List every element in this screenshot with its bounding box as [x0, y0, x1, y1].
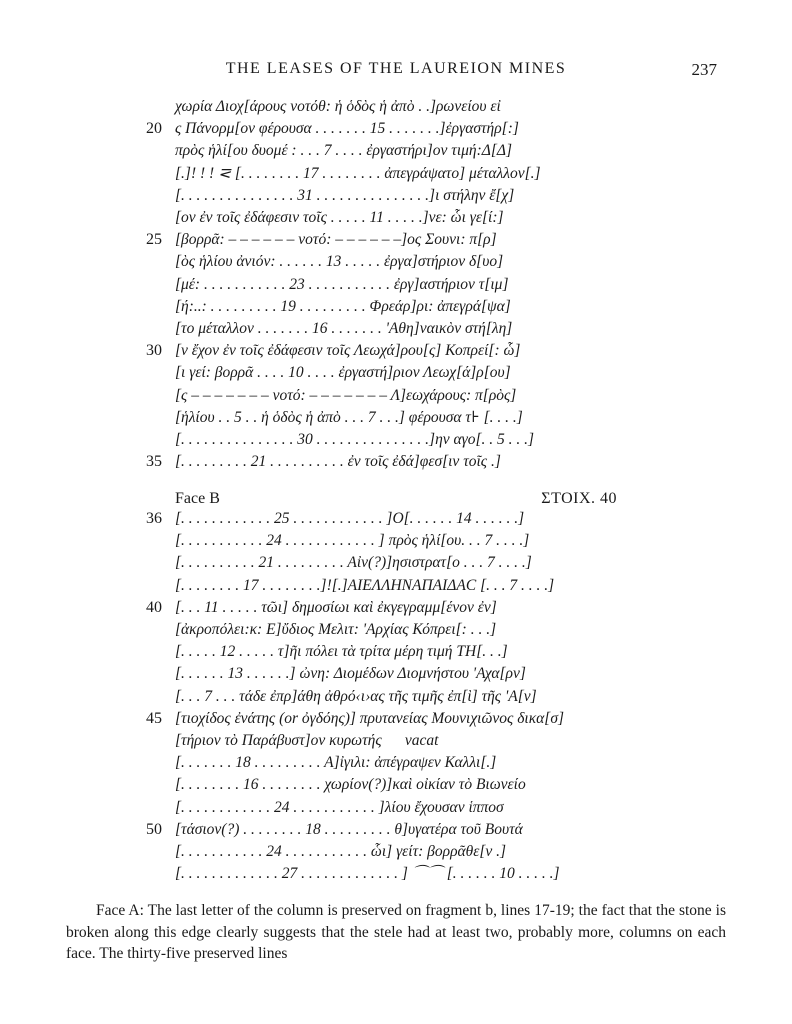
line-text: [. . . . . . . . 16 . . . . . . . . χωρίον(?)]καὶ οἰκίαν τὸ Βιωνείο: [175, 776, 526, 794]
line-text: [. . . . . . . . . . . . 24 . . . . . . . . . . . ]λίου ἔχουσαν ἱπποσ: [175, 798, 504, 816]
line-text: πρὸς ἡλί[ου δυομέ : . . . 7 . . . . ἐργαστήρι]ον τιμή:Δ[Δ]: [175, 142, 513, 160]
inscription-line: [0, 251, 792, 273]
line-text: [ή:..: . . . . . . . . . 19 . . . . . . . . . Φρεάρ]ρι: ἀπεγρά[ψα]: [175, 297, 511, 315]
inscription-line: [0, 530, 792, 552]
line-text: [. . . . . . . . . . . . . . . 30 . . . . . . . . . . . . . . .]ην αγο[. . 5 . . .]: [175, 431, 535, 448]
inscription-line: [0, 229, 792, 251]
line-number: 35: [146, 453, 162, 471]
inscription-line: [0, 730, 792, 752]
line-text: [ον ἐν τοῖς ἐδάφεσιν τοῖς . . . . . 11 . . . . .]νε: ὧι γε[ί:]: [175, 209, 504, 226]
line-text: [. . . . . . . . . . . . 25 . . . . . . . . . . . . ]Ο[. . . . . . 14 . . . . . .]: [175, 510, 525, 527]
inscription-line: [0, 118, 792, 140]
inscription-line: [0, 96, 792, 118]
inscription-line: [0, 362, 792, 384]
commentary: [66, 900, 726, 965]
line-number: 45: [146, 709, 162, 727]
face-b-heading: Face B: [175, 490, 220, 507]
inscription-line: [0, 619, 792, 641]
line-text: [. . . 11 . . . . . τῶι] δημοσίωι καὶ ἐκγεγραμμ[ένον ἐν]: [175, 598, 497, 616]
inscription-line: [0, 819, 792, 841]
inscription-line: [0, 686, 792, 708]
inscription-line: [0, 508, 792, 530]
line-number: 50: [146, 820, 162, 838]
line-text: [ἡλίου . . 5 . . ἡ ὁδὸς ἡ ἀπὸ . . . 7 . . .] φέρουσα τ⊦ [. . . .]: [175, 408, 523, 426]
inscription-line: [0, 575, 792, 597]
line-text: [. . . . . . . . . . 21 . . . . . . . . . Αἰν(?)]ησιστρατ[ο . . . 7 . . . .]: [175, 554, 532, 572]
inscription-line: [0, 841, 792, 863]
inscription-line: [0, 185, 792, 207]
line-number: 36: [146, 510, 162, 527]
line-text: [βορρᾶ: – – – – – – νοτό: – – – – – –]ος Σουνι: π[ρ]: [175, 231, 497, 249]
line-text: [. . . . . . . . . . . 24 . . . . . . . . . . . ὧι] γείτ: βορρᾶθε[ν .]: [175, 843, 507, 860]
inscription-line: [0, 797, 792, 819]
inscription-line: [0, 451, 792, 473]
line-text: [τήριον τὸ Παράβυστ]ον κυρωτής vacat: [175, 732, 439, 749]
inscription-line: [0, 385, 792, 407]
inscription-line: [0, 318, 792, 340]
line-text: [. . . . . . . . . . . 24 . . . . . . . . . . . . ] πρὸς ἡλί[ου. . . 7 . . . .]: [175, 532, 530, 550]
inscription-line: [0, 708, 792, 730]
inscription-line: [0, 207, 792, 229]
inscription-line: [0, 274, 792, 296]
line-number: 30: [146, 342, 162, 360]
inscription-line: [0, 641, 792, 663]
line-text: [. . . 7 . . . τάδε ἐπρ]άθη ἀθρό‹ι›ας τῆς τιμῆς ἐπ[ὶ] τῆς 'Α[ν]: [175, 687, 537, 705]
running-title: THE LEASES OF THE LAUREION MINES: [225, 60, 567, 77]
line-number: 40: [146, 598, 162, 616]
line-text: [το μέταλλον . . . . . . . 16 . . . . . . . 'Αθη]ναικὸν στή[λη]: [175, 320, 513, 337]
commentary-paragraph: Face A: The last letter of the column is preserved on fragment b, lines 17-19; the fact that the stone is broken along this edge clearly suggests that the stele had at least two, probably more, columns on each face. The thirty-five preserved lines: [66, 902, 726, 962]
line-text: [ι γεί: βορρᾶ . . . . 10 . . . . ἐργαστή]ριον Λεωχ[ά]ρ[ου]: [175, 364, 511, 382]
inscription-line: [0, 774, 792, 796]
inscription-line: [0, 407, 792, 429]
line-text: [τιοχίδος ἐνάτης (or ὀγδόης)] πρυτανείας Μουνιχιῶνος δικα[σ]: [175, 709, 564, 727]
stoichedon-label: ΣΤΟΙΧ. 40: [541, 490, 617, 507]
line-text: [μέ: . . . . . . . . . . . 23 . . . . . . . . . . . ἐργ]αστήριον τ[ιμ]: [175, 275, 509, 293]
inscription-line: [0, 296, 792, 318]
inscription-line: [0, 340, 792, 362]
page-number: 237: [691, 60, 717, 79]
line-text: χωρία Διοχ[άρους νοτόθ: ἡ ὁδὸς ἡ ἀπὸ . .]ρωνείου εἰ: [175, 98, 501, 115]
line-text: [ἀκροπόλει:κ: Ε]ὔδιος Μελιτ: 'Αρχίας Κόπρει[: . . .]: [175, 621, 497, 638]
line-text: [. . . . . . . . . . . . . 27 . . . . . . . . . . . . . ] ⌒⌒ [. . . . . . 10 . . . . .]: [175, 865, 560, 883]
line-text: [ν ἔχον ἐν τοῖς ἐδάφεσιν τοῖς Λεωχά]ρου[ς] Κοπρεί[: ὧ]: [175, 342, 521, 360]
line-text: [. . . . . . . 18 . . . . . . . . . Α]ἰγιλι: ἀπέγραψεν Καλλι[.]: [175, 754, 497, 772]
line-text: [ὸς ἡλίου ἀνιόν: . . . . . . 13 . . . . . ἐργα]στήριον δ[υο]: [175, 253, 504, 271]
inscription-line: [0, 429, 792, 451]
inscription-line: [0, 752, 792, 774]
inscription-line: [0, 163, 792, 185]
line-text: [. . . . . 12 . . . . . τ]ῆι πόλει τὰ τρίτα μέρη τιμή ΤΗ[. . .]: [175, 643, 508, 661]
line-number: 20: [146, 120, 162, 138]
inscription-line: [0, 863, 792, 885]
line-text: ς Πάνορμ[ον φέρουσα . . . . . . . 15 . . . . . . .]ἐργαστήρ[:]: [175, 120, 519, 138]
inscription-line: [0, 140, 792, 162]
line-text: [.]! ! ! ⋜ [. . . . . . . . 17 . . . . . . . . ἀπεγράψατο] μέταλλον[.]: [175, 164, 541, 182]
inscription-line: [0, 552, 792, 574]
inscription-line: [0, 597, 792, 619]
page-header: [0, 60, 792, 84]
line-text: [. . . . . . . . 17 . . . . . . . .]![.]ΑΙΕΛΛΗΝΑΠΑΙΔΑϹ [. . . 7 . . . .]: [175, 576, 555, 594]
line-text: [. . . . . . 13 . . . . . .] ὠνη: Διομέδων Διομνήστου 'Αχα[ρν]: [175, 665, 526, 683]
line-text: [. . . . . . . . . . . . . . . 31 . . . . . . . . . . . . . . .]ι στήλην ἔ[χ]: [175, 186, 515, 204]
line-number: 25: [146, 231, 162, 249]
inscription-line: [0, 663, 792, 685]
line-text: [τάσιον(?) . . . . . . . . 18 . . . . . . . . . θ]υγατέρα τοῦ Βουτά: [175, 820, 523, 838]
line-text: [. . . . . . . . . 21 . . . . . . . . . . ἐν τοῖς ἐδά]φεσ[ιν τοῖς .]: [175, 453, 501, 471]
line-text: [ς – – – – – – – νοτό: – – – – – – – Λ]εωχάρους: π[ρὸς]: [175, 386, 517, 404]
